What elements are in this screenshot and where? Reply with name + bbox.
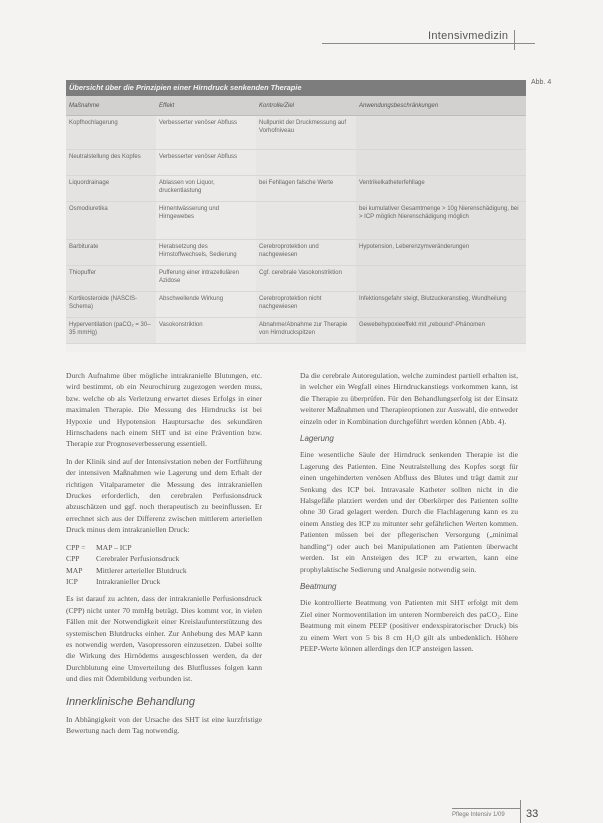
column-header: Maßnahme — [66, 96, 156, 116]
formula-list — [66, 542, 262, 588]
formula-item — [66, 553, 262, 564]
formula-value: MAP – ICP — [96, 542, 132, 552]
table-row — [66, 240, 526, 266]
table-row — [66, 266, 526, 292]
column-header: Anwendungsbeschränkungen — [356, 96, 526, 116]
table-row — [66, 150, 526, 176]
table-cell: Verbesserter venöser Abfluss — [156, 116, 256, 150]
table-row — [66, 202, 526, 240]
table-cell: Kortikosteroide (NASCIS-Schema) — [66, 292, 156, 318]
table-cell: Abnahme/Abnahme zur Therapie von Hirndruckspitzen — [256, 318, 356, 344]
paragraph: Es ist darauf zu achten, dass der intrakranielle Perfusionsdruck (CPP) nicht unter 70 mmHg beträgt. Dies kommt vor, in vielen Fällen mit der Notwendigkeit einer Kreislaufunterstützung des systemischen Blutdrucks einher. Zur Anhebung des MAP kann es notwendig werden, Vasopressoren einzusetzen. Dabei sollte die Wirkung des Hirnödems ausgeschlossen werden, da der Durchblutung eine Umverteilung des Blutflusses folgen kann und dies mit Ödembildung verbunden ist. — [66, 594, 262, 684]
page-number: 33 — [526, 808, 539, 820]
table-cell: Hyperventilation (paCO₂ = 30–35 mmHg) — [66, 318, 156, 344]
header-rule — [322, 43, 535, 44]
left-text-column — [66, 370, 262, 743]
table-cell: bei Fehllagen falsche Werte — [256, 176, 356, 202]
table-cell: Liquordrainage — [66, 176, 156, 202]
table-cell: Vasokonstriktion — [156, 318, 256, 344]
paragraph: In Abhängigkeit von der Ursache des SHT ist eine kurzfristige Bewertung nach dem Tag notwendig. — [66, 714, 262, 736]
table-row — [66, 292, 526, 318]
subsection-heading: Lagerung — [300, 434, 334, 444]
formula-key: MAP — [66, 565, 83, 575]
table-cell: Osmodiuretika — [66, 202, 156, 240]
table-cell: Abschwellende Wirkung — [156, 292, 256, 318]
table-row — [66, 318, 526, 344]
therapy-table — [66, 80, 526, 352]
footer-rule — [452, 808, 520, 809]
table-cell: Pufferung einer intrazellulären Azidose — [156, 266, 256, 292]
table-cell — [256, 202, 356, 240]
table-cell: Herabsetzung des Hirnstoffwechsels, Sedierung — [156, 240, 256, 266]
table-title: Übersicht über die Prinzipien einer Hirndruck senkenden Therapie — [66, 80, 526, 96]
table-cell: Barbiturate — [66, 240, 156, 266]
formula-item — [66, 576, 262, 587]
right-text-column — [300, 370, 518, 660]
table-cell: Thiopuffer — [66, 266, 156, 292]
table-cell: Gewebehypoxieeffekt mit „rebound“-Phänomen — [356, 318, 526, 344]
table-cell: Infektionsgefahr steigt, Blutzuckeranstieg, Wundheilung — [356, 292, 526, 318]
formula-key: ICP — [66, 576, 78, 586]
table-cell: Cerebroprotektion nicht nachgewiesen — [256, 292, 356, 318]
table-cell: Hirnentwässerung und Hirngewebes — [156, 202, 256, 240]
table-row — [66, 176, 526, 202]
section-title: Intensivmedizin — [428, 30, 509, 42]
table-cell: Neutralstellung des Kopfes — [66, 150, 156, 176]
subsection-heading: Beatmung — [300, 581, 337, 591]
formula-value: Mittlerer arterieller Blutdruck — [96, 565, 187, 575]
column-header: Effekt — [156, 96, 256, 116]
table-reference: Abb. 4 — [531, 79, 552, 86]
table-cell — [356, 116, 526, 150]
formula-key: CPP = — [66, 542, 86, 552]
footer-journal: Pflege Intensiv 1/09 — [452, 812, 505, 818]
header-divider — [514, 30, 515, 50]
table-grid — [66, 96, 526, 344]
paragraph: Eine wesentliche Säule der Hirndruck senkenden Therapie ist die Lagerung des Patienten. Eine Neutralstellung des Kopfes sorgt für einen ungehinderten venösen Abfluss des Blutes und trägt damit zur Senkung des ICP bei. Intravasale Katheter sollten nicht in die Halsgefäße platziert werden und der Oberkörper des Patienten sollte ohne 30 Grad gelagert werden. Durch die Flachlagerung kann es zu einem Anstieg des ICP zu mitunter sehr gefährlichen Werten kommen. Patienten müssen bei der pflegerischen Versorgung („minimal handling“) oder auch bei Manipulationen am Patienten überwacht werden. Ist ein Ansteigen des ICP zu erwarten, kann eine prophylaktische Sedierung und Analgesie notwendig sein. — [300, 450, 518, 574]
table-cell — [256, 150, 356, 176]
section-heading: Innerklinische Behandlung — [66, 695, 196, 708]
table-cell — [356, 266, 526, 292]
formula-value: Intrakranieller Druck — [96, 576, 161, 586]
paragraph: Da die cerebrale Autoregulation, welche zumindest partiell erhalten ist, in welcher ein Wegfall eines Hirndruckanstiegs vorkommen kann, ist die Therapie zu überprüfen. Für den Behandlungserfolg ist der Einsatz weiterer Maßnahmen und Therapieoptionen zur Auswahl, die entweder einzeln oder in Kombination durchgeführt werden können (Abb. 4). — [300, 371, 518, 426]
paragraph: Durch Aufnahme über mögliche intrakranielle Blutungen, etc. wird bestimmt, ob ein Neurochirurg zugezogen werden muss, bzw. welche ob als Verletzung erwartet dieses Erfolgs in einer maximalen Therapie. Die Messung des Hirndrucks ist bei Hypoxie und Hypotension Hauptursache des sekundären Hirnschadens nach einem SHT und ist eine Prävention bzw. Therapie zur Prognoseverbesserung essentiell. — [66, 371, 262, 449]
footer-divider — [520, 800, 521, 823]
table-cell: Cgf. cerebrale Vasokonstriktion — [256, 266, 356, 292]
table-header-row — [66, 96, 526, 116]
table-cell: Verbesserter venöser Abfluss — [156, 150, 256, 176]
paragraph: In der Klinik sind auf der Intensivstation neben der Fortführung der intensiven Maßnahmen wie Lagerung und dem Erhalt der richtigen Vitalparameter die Messung des intrakraniellen Druckes erforderlich, den cerebralen Perfusionsdruck abzuschätzen und ggf. noch therapeutisch zu beeinflussen. Er errechnet sich aus der Differenz zwischen mittlerem arteriellen Druck minus dem intrakraniellen Druck: — [66, 456, 262, 535]
formula-item — [66, 542, 262, 553]
table-row — [66, 116, 526, 150]
table-cell: Ventrikelkatheterfehllage — [356, 176, 526, 202]
formula-item — [66, 565, 262, 576]
column-header: Kontrolle/Ziel — [256, 96, 356, 116]
table-cell: bei kumulativer Gesamtmenge > 10g Nierenschädigung, bei > ICP möglich Nierenschädigung möglich — [356, 202, 526, 240]
table-cell: Nullpunkt der Druckmessung auf Vorhofniveau — [256, 116, 356, 150]
table-cell: Kopfhochlagerung — [66, 116, 156, 150]
table-cell: Cerebroprotektion und nachgewiesen — [256, 240, 356, 266]
formula-value: Cerebraler Perfusionsdruck — [96, 554, 180, 564]
paragraph: Die kontrollierte Beatmung von Patienten mit SHT erfolgt mit dem Ziel einer Normoventilation im unteren Normbereich des paCO₂. Eine Beatmung mit einem PEEP (positiver endexspiratorischer Druck) bis zu einem Wert von 5 bis 8 cm H₂O gilt als unbedenklich. Höhere PEEP-Werte können allerdings den ICP ansteigen lassen. — [300, 598, 518, 653]
table-cell: Hypotension, Leberenzymveränderungen — [356, 240, 526, 266]
table-cell: Ablassen von Liquor, druckentlastung — [156, 176, 256, 202]
formula-key: CPP — [66, 554, 80, 564]
table-cell — [356, 150, 526, 176]
